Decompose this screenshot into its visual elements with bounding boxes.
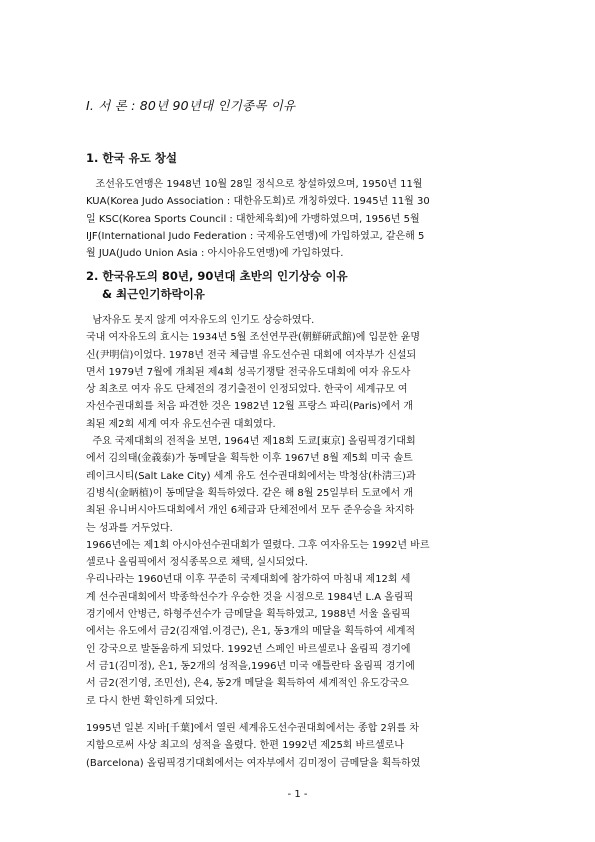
document-title: Ⅰ. 서 론 : 80년 90년대 인기종목 이유 [86, 98, 296, 113]
text-line: 국내 여자유도의 효시는 1934년 5월 조선연무관(朝鮮硏武館)에 입문한 윤명 [86, 332, 421, 344]
text-line: IJF(International Judo Federation : 국제유도연맹)에 가입하였고, 같은해 5 [86, 230, 425, 242]
text-line: 신(尹明信)이었다. 1978년 전국 체급별 유도선수권 대회에 여자부가 신설되 [86, 349, 417, 361]
section-2-heading [86, 268, 348, 302]
text-line: 우리나라는 1960년대 이후 꾸준히 국제대회에 참가하여 마침내 제12회 세 [86, 574, 411, 586]
section-2-heading-line-2: & 최근인기하락이유 [86, 287, 205, 301]
text-line: 상 최초로 여자 유도 단체전의 경기출전이 인정되었다. 한국이 세계규모 여 [86, 384, 408, 396]
text-line: 일 KSC(Korea Sports Council : 대한체육회)에 가맹하였으며, 1956년 5월 [86, 213, 420, 225]
text-line: 주요 국제대회의 전적을 보면, 1964년 제18회 도쿄[東京] 올림픽경기대회 [86, 436, 416, 448]
section-2-paragraph-continued [86, 720, 514, 772]
text-line: 서 금1(김미정), 은1, 동2개의 성적을,1996년 미국 애틀란타 올림픽 경기에 [86, 660, 415, 672]
section-2-paragraph [86, 312, 514, 710]
text-line: 월 JUA(Judo Union Asia : 아시아유도연맹)에 가입하였다. [86, 248, 344, 260]
text-line: 1995년 일본 지바[千葉]에서 열린 세계유도선수권대회에서는 종합 2위를 차 [86, 723, 420, 734]
text-line: 1966년에는 제1회 아시아선수권대회가 열렸다. 그후 여자유도는 1992년 바르 [86, 539, 430, 551]
text-line: 는 성과를 거두었다. [86, 522, 173, 534]
text-line: 최된 제2회 세계 여자 유도선수권 대회였다. [86, 418, 276, 430]
text-line: 지함으로써 사상 최고의 성적을 올렸다. 한편 1992년 제25회 바르셀로나 [86, 740, 404, 752]
text-line: 자선수권대회를 처음 파견한 것은 1982년 12월 프랑스 파리(Paris)에서 개 [86, 401, 414, 413]
text-line: 에서 김의태(金義泰)가 동메달을 획득한 이후 1967년 8월 제5회 미국 솔트 [86, 453, 413, 465]
section-1-paragraph [86, 176, 514, 262]
text-line: 김병식(金昞植)이 동메달을 획득하였다. 같은 해 8월 25일부터 도쿄에서 개 [86, 487, 413, 499]
page-number: - 1 - [287, 789, 308, 800]
text-line: 면서 1979년 7월에 개최된 제4회 성곡기쟁탈 전국유도대회에 여자 유도사 [86, 366, 411, 378]
text-line: 조선유도연맹은 1948년 10월 28일 정식으로 창설하였으며, 1950년 11월 [86, 179, 423, 190]
text-line: 레이크시티(Salt Lake City) 세계 유도 선수권대회에서는 박청삼(朴淸三)과 [86, 470, 416, 482]
text-line: 셀로나 올림픽에서 정식종목으로 채택, 실시되었다. [86, 557, 308, 569]
text-line: 최된 유니버시아드대회에서 개인 6체급과 단체전에서 모두 준우승을 차지하 [86, 505, 415, 517]
text-line: 로 다시 한번 확인하게 되었다. [86, 695, 218, 707]
text-line: 계 선수권대회에서 박종학선수가 우승한 것을 시점으로 1984년 L.A 올림픽 [86, 591, 414, 603]
text-line: KUA(Korea Judo Association : 대한유도회)로 개칭하였다. 1945년 11월 30 [86, 196, 430, 208]
text-line: 인 강국으로 발돋움하게 되었다. 1992년 스페인 바르셀로나 올림픽 경기에 [86, 643, 411, 655]
section-2-heading-line-1: 2. 한국유도의 80년, 90년대 초반의 인기상승 이유 [86, 269, 348, 283]
text-line: 에서는 유도에서 금2(김재엽.이경근), 은1, 동3개의 메달을 획득하여 세계적 [86, 626, 416, 638]
text-line: 경기에서 안병근, 하형주선수가 금메달을 획득하였고, 1988년 서울 올림픽 [86, 609, 411, 621]
section-1-heading: 1. 한국 유도 창설 [86, 151, 178, 165]
text-line: 서 금2(전기영, 조민선), 은4, 동2개 메달을 획득하여 세계적인 유도강국으 [86, 678, 409, 690]
text-line: (Barcelona) 올림픽경기대회에서는 여자부에서 김미정이 금메달을 획득하였 [86, 757, 421, 769]
text-line: 남자유도 못지 않게 여자유도의 인기도 상승하였다. [86, 315, 315, 326]
